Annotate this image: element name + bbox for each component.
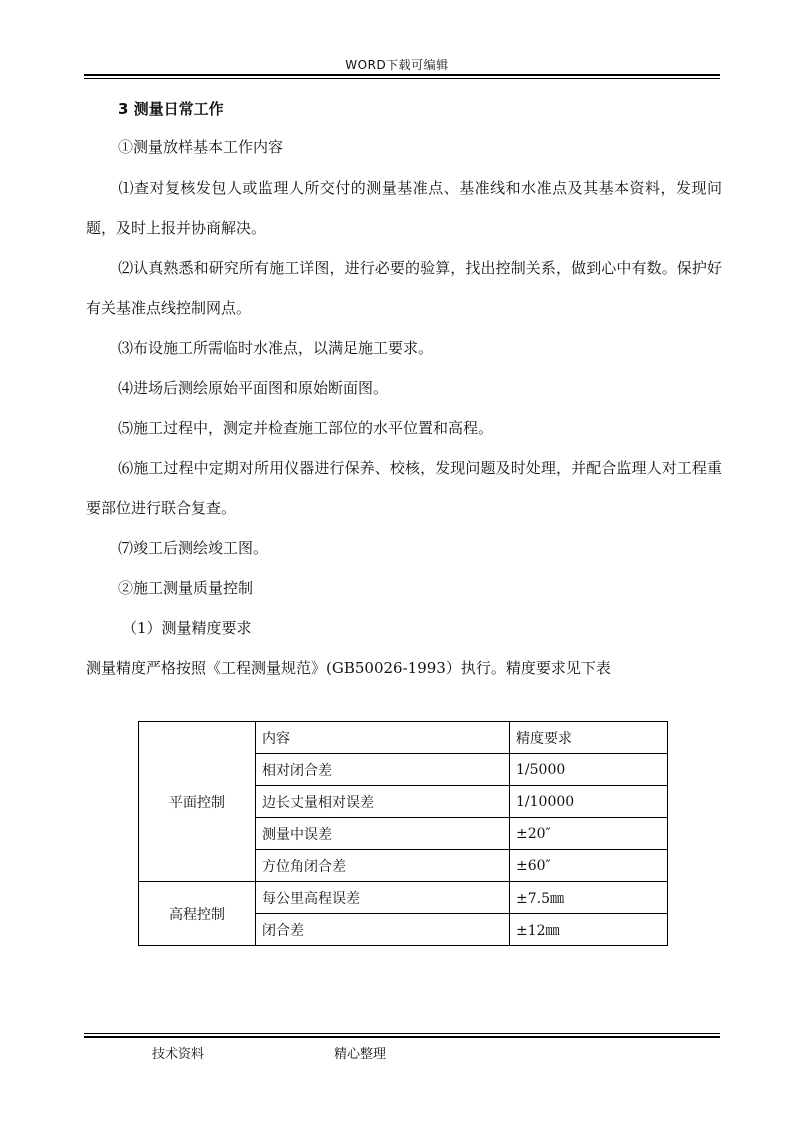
value-cell: 1/10000	[510, 786, 668, 818]
intro-text: 测量精度严格按照《工程测量规范》(GB50026-1993）执行。精度要求见下表	[86, 659, 611, 677]
list-item: ⑵认真熟悉和研究所有施工详图，进行必要的验算，找出控制关系，做到心中有数。保护好有关基准点线控制网点。	[86, 259, 722, 317]
header-cell: 内容	[256, 722, 510, 754]
list-item: ⑷进场后测绘原始平面图和原始断面图。	[118, 379, 389, 397]
footer-rule-bottom	[84, 1036, 720, 1038]
item-cell: 测量中误差	[256, 818, 510, 850]
subsection-title-1: ①测量放样基本工作内容	[118, 138, 284, 156]
value-cell: ±7.5㎜	[510, 882, 668, 914]
item-cell: 相对闭合差	[256, 754, 510, 786]
footer-rule-top	[84, 1033, 720, 1034]
group-cell: 高程控制	[139, 882, 256, 946]
item-cell: 边长丈量相对误差	[256, 786, 510, 818]
table-row	[139, 882, 668, 914]
item-cell: 每公里高程误差	[256, 882, 510, 914]
header-text: WORD下载可编辑	[345, 58, 449, 72]
header-cell: 精度要求	[510, 722, 668, 754]
subsection-item-title: （1）测量精度要求	[122, 619, 252, 637]
list-item: ⑸施工过程中，测定并检查施工部位的水平位置和高程。	[118, 419, 494, 437]
item-cell: 方位角闭合差	[256, 850, 510, 882]
list-item: ⑴查对复核发包人或监理人所交付的测量基准点、基准线和水准点及其基本资料，发现问题，及时上报并协商解决。	[86, 179, 722, 237]
table-header-row	[139, 722, 668, 754]
list-item: ⑺竣工后测绘竣工图。	[118, 539, 269, 557]
group-cell: 平面控制	[139, 722, 256, 882]
value-cell: ±60″	[510, 850, 668, 882]
list-item: ⑹施工过程中定期对所用仪器进行保养、校核，发现问题及时处理，并配合监理人对工程重要部位进行联合复查。	[86, 459, 722, 517]
precision-table	[138, 721, 668, 946]
footer-right-text: 精心整理	[334, 1047, 387, 1062]
header-rule-top	[84, 74, 720, 76]
value-cell: ±12㎜	[510, 914, 668, 946]
value-cell: 1/5000	[510, 754, 668, 786]
section-title: 3 测量日常工作	[118, 100, 224, 118]
value-cell: ±20″	[510, 818, 668, 850]
footer-left-text: 技术资料	[152, 1047, 205, 1062]
header-rule-bottom	[84, 78, 720, 79]
item-cell: 闭合差	[256, 914, 510, 946]
list-item: ⑶布设施工所需临时水准点，以满足施工要求。	[118, 339, 434, 357]
subsection-title-2: ②施工测量质量控制	[118, 579, 254, 597]
